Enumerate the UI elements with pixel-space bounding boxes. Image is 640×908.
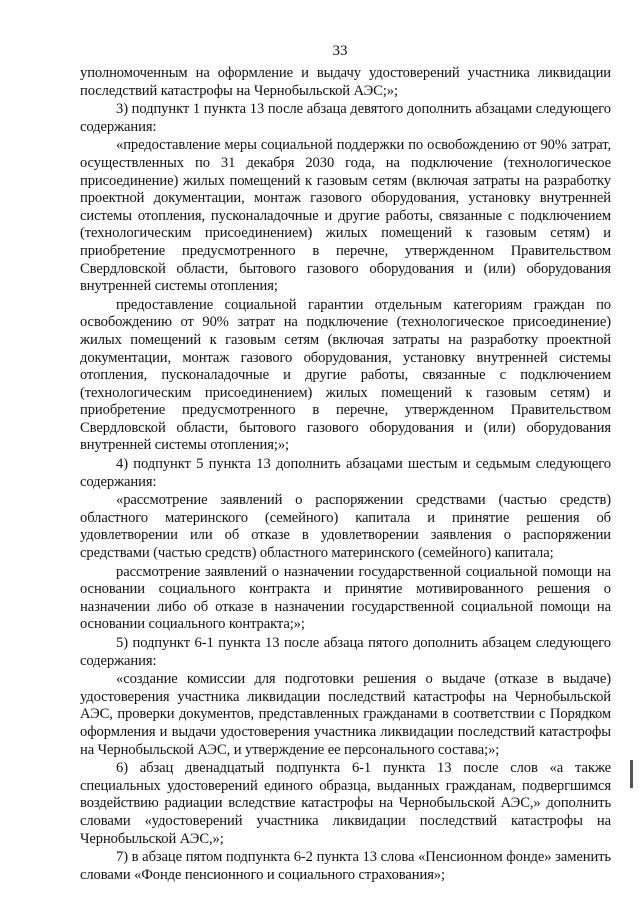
paragraph-10: 6) абзац двенадцатый подпункта 6-1 пункта 13 после слов «а также специальных удостоверений единого образца, выданных гражданам, подвергшимся воздействию радиации вследствие катастрофы на Чернобыльской АЭС,» дополнить словами «удостоверений участника ликвидации последствий катастрофы на Чернобыльской АЭС,»; — [80, 760, 611, 847]
paragraph-8: 5) подпункт 6-1 пункта 13 после абзаца пятого дополнить абзацем следующего содержания: — [80, 635, 611, 669]
paragraph-4: предоставление социальной гарантии отдельным категориям граждан по освобождению от 90% затрат на подключение (технологическое присоединение) жилых помещений к газовым сетям (включая затраты на разработку проектной документации, монтаж газового оборудования, установку внутренней системы отопления, пусконаладочные и другие работы, связанные с подключением (технологическим присоединением) жилых помещений к газовым сетям) и приобретение предусмотренного в перечне, утвержденном Правительством Свердловской области, бытового газового оборудования и (или) оборудования внутренней системы отопления;»; — [80, 296, 611, 454]
paragraph-9: «создание комиссии для подготовки решения о выдаче (отказе в выдаче) удостоверения участника ликвидации последствий катастрофы на Чернобыльской АЭС, проверки документов, представленных гражданами в соответствии с Порядком оформления и выдачи удостоверения участника ликвидации последствий катастрофы на Чернобыльской АЭС, и утверждение ее персонального состава;»; — [80, 671, 611, 758]
paragraph-3: «предоставление меры социальной поддержки по освобождению от 90% затрат, осуществленных по 31 декабря 2030 года, на подключение (технологическое присоединение) жилых помещений к газовым сетям (включая затраты на разработку проектной документации, монтаж газового оборудования, установку внутренней системы отопления, пусконаладочные и другие работы, связанные с подключением (технологическим присоединением) жилых помещений к газовым сетям) и приобретение предусмотренного в перечне, утвержденном Правительством Свердловской области, бытового газового оборудования и (или) оборудования внутренней системы отопления; — [80, 137, 611, 295]
document-body — [80, 65, 611, 885]
paragraph-7: рассмотрение заявлений о назначении государственной социальной помощи на основании социального контракта и принятие мотивированного решения о назначении либо об отказе в назначении государственной социальной помощи на основании социального контракта;»; — [80, 563, 611, 633]
paragraph-5: 4) подпункт 5 пункта 13 дополнить абзацами шестым и седьмым следующего содержания: — [80, 456, 611, 490]
page-number: 33 — [332, 43, 348, 59]
paragraph-11: 7) в абзаце пятом подпункта 6-2 пункта 13 слова «Пенсионном фонде» заменить словами «Фонде пенсионного и социального страхования»; — [80, 849, 611, 883]
paragraph-2: 3) подпункт 1 пункта 13 после абзаца девятого дополнить абзацами следующего содержания: — [80, 101, 611, 135]
paragraph-6: «рассмотрение заявлений о распоряжении средствами (частью средств) областного материнского (семейного) капитала и принятие решения об удовлетворении или об отказе в удовлетворении заявления о распоряжении средствами (частью средств) областного материнского (семейного) капитала; — [80, 492, 611, 562]
scan-margin-mark — [630, 760, 633, 788]
paragraph-1: уполномоченным на оформление и выдачу удостоверений участника ликвидации последствий катастрофы на Чернобыльской АЭС;»; — [80, 65, 611, 99]
